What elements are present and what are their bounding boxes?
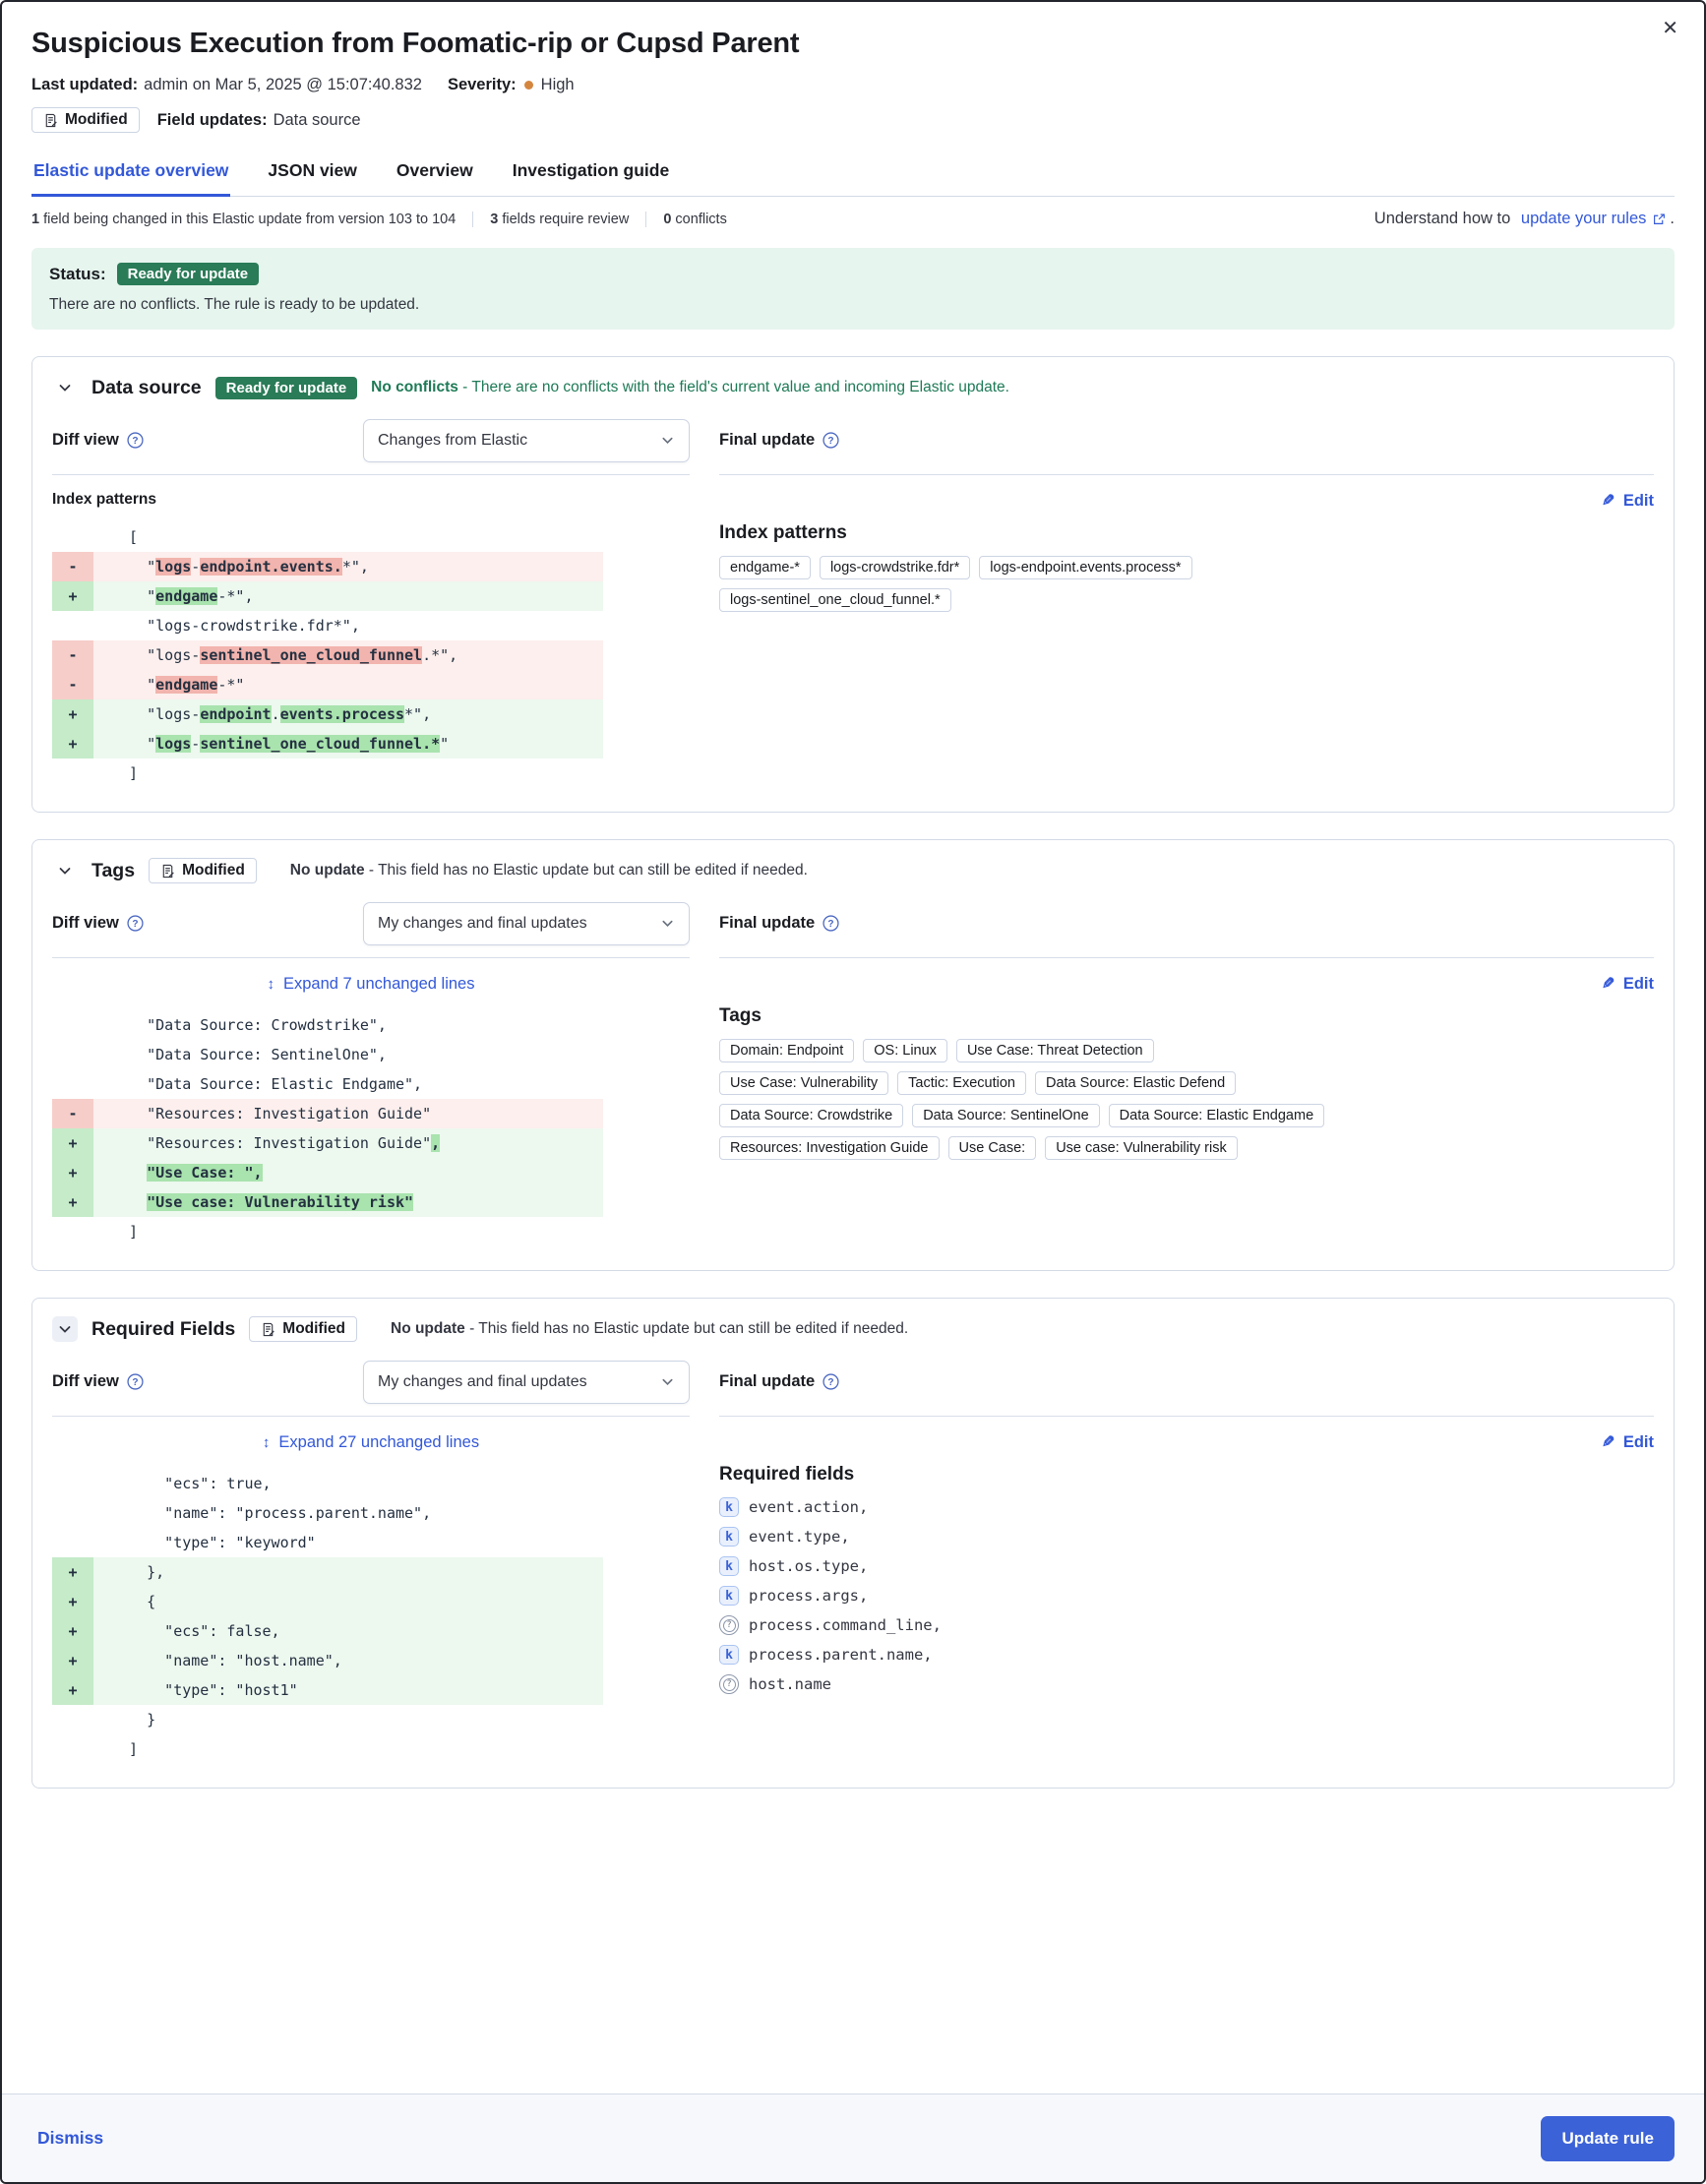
tab-investigation-guide[interactable]: Investigation guide <box>511 152 671 197</box>
svg-text:?: ? <box>132 1376 139 1388</box>
diff-view-label: Diff view ? <box>52 1372 144 1391</box>
diff-view-label: Diff view ? <box>52 431 144 450</box>
pencil-icon: ✎ <box>1602 493 1615 510</box>
section-required-fields <box>31 1298 1675 1789</box>
external-link-icon <box>1653 212 1666 225</box>
expand-unchanged-button[interactable]: ↕ Expand 27 unchanged lines <box>257 1432 485 1453</box>
required-field-name: host.name <box>749 1675 831 1693</box>
required-field-name: event.action, <box>749 1498 869 1516</box>
value-badge: Domain: Endpoint <box>719 1039 854 1062</box>
update-stats <box>31 212 744 227</box>
required-field-item <box>719 1556 1654 1576</box>
chevron-down-icon <box>660 1374 675 1389</box>
document-edit-icon <box>160 864 175 879</box>
diff-line: - "Resources: Investigation Guide" <box>52 1099 603 1128</box>
field-updates-label: Field updates: <box>156 110 268 129</box>
final-update-label: Final update ? <box>719 1372 839 1391</box>
status-label: Status: <box>49 264 106 283</box>
index-patterns-subtitle: Index patterns <box>52 491 156 508</box>
update-stat: 1 field being changed in this Elastic update from version 103 to 104 <box>31 211 457 227</box>
last-updated-value: admin on Mar 5, 2025 @ 15:07:40.832 <box>144 76 422 93</box>
diff-line: + { <box>52 1587 603 1616</box>
required-field-item <box>719 1615 1654 1635</box>
svg-text:?: ? <box>132 918 139 930</box>
keyword-field-icon: k <box>719 1497 739 1517</box>
section-data-source <box>31 356 1675 813</box>
flyout-body <box>2 240 1704 2093</box>
diff-column <box>52 901 690 1246</box>
modified-label: Modified <box>65 111 128 128</box>
diff-line: + "Use Case: ", <box>52 1158 603 1187</box>
unknown-field-icon: ? <box>719 1615 739 1635</box>
modified-badge <box>31 107 140 133</box>
required-field-item <box>719 1586 1654 1606</box>
document-edit-icon <box>261 1322 275 1337</box>
value-badge: Data Source: Crowdstrike <box>719 1104 903 1127</box>
value-badge: Use Case: <box>948 1136 1037 1160</box>
diff-line: "ecs": true, <box>111 1475 272 1492</box>
modified-badge: Modified <box>149 858 257 883</box>
section-title: Tags <box>91 859 136 881</box>
pencil-icon: ✎ <box>1602 976 1615 993</box>
help-text: Understand how to update your rules . <box>1373 210 1675 227</box>
tab-json-view[interactable]: JSON view <box>266 152 358 197</box>
diff-line: + "ecs": false, <box>52 1616 603 1646</box>
diff-column <box>52 418 690 788</box>
section-status: No conflicts - There are no conflicts with the field's current value and incoming Elastic update. <box>371 379 1009 395</box>
required-field-name: process.command_line, <box>749 1616 942 1634</box>
diff-line: - "logs-sentinel_one_cloud_funnel.*", <box>52 640 603 670</box>
diff-block <box>52 1469 603 1764</box>
expand-icon: ↕ <box>262 1434 271 1451</box>
required-field-name: event.type, <box>749 1528 850 1546</box>
value-badge: Data Source: Elastic Endgame <box>1109 1104 1324 1127</box>
diff-line: ] <box>111 1740 139 1758</box>
status-callout <box>31 248 1675 330</box>
tab-elastic-update-overview[interactable]: Elastic update overview <box>31 152 230 197</box>
diff-line: ] <box>111 764 139 782</box>
diff-line: + "name": "host.name", <box>52 1646 603 1675</box>
modified-badge: Modified <box>249 1316 357 1342</box>
tab-bar <box>31 152 1675 197</box>
required-field-item <box>719 1674 1654 1694</box>
required-fields-heading: Required fields <box>719 1464 855 1485</box>
help-icon[interactable] <box>127 432 144 449</box>
help-icon[interactable] <box>823 915 839 932</box>
update-rule-button[interactable]: Update rule <box>1541 2116 1675 2161</box>
update-stat: 0 conflicts <box>645 212 744 227</box>
value-badge: Tactic: Execution <box>897 1071 1026 1095</box>
section-tags <box>31 839 1675 1271</box>
diff-line: "logs-crowdstrike.fdr*", <box>111 617 360 635</box>
required-field-item <box>719 1497 1654 1517</box>
required-fields-list <box>719 1497 1654 1694</box>
last-updated-label: Last updated: <box>31 76 139 93</box>
help-icon[interactable] <box>823 1373 839 1390</box>
section-status: No update - This field has no Elastic update but can still be edited if needed. <box>391 1320 909 1337</box>
keyword-field-icon: k <box>719 1556 739 1576</box>
help-icon[interactable] <box>127 915 144 932</box>
diff-view-select[interactable] <box>363 419 690 462</box>
value-badge: OS: Linux <box>863 1039 947 1062</box>
diff-line: } <box>111 1711 156 1729</box>
ready-for-update-badge: Ready for update <box>215 377 358 399</box>
diff-line: "Data Source: SentinelOne", <box>111 1046 387 1063</box>
keyword-field-icon: k <box>719 1586 739 1606</box>
diff-line: + "Resources: Investigation Guide", <box>52 1128 603 1158</box>
value-badge: logs-endpoint.events.process* <box>979 556 1191 579</box>
section-title: Required Fields <box>91 1317 236 1340</box>
section-title: Data source <box>91 376 202 398</box>
index-pattern-badges <box>719 556 1329 612</box>
ready-for-update-badge: Ready for update <box>117 263 260 285</box>
required-field-name: process.args, <box>749 1587 869 1605</box>
page-title: Suspicious Execution from Foomatic-rip or Cupsd Parent <box>31 28 800 59</box>
unknown-field-icon: ? <box>719 1674 739 1694</box>
diff-block <box>52 1010 603 1246</box>
pencil-icon: ✎ <box>1602 1434 1615 1451</box>
diff-line: ] <box>111 1223 139 1241</box>
final-update-label: Final update ? <box>719 431 839 450</box>
flyout-footer <box>2 2093 1704 2182</box>
diff-line: + "endgame-*", <box>52 581 603 611</box>
section-status: No update - This field has no Elastic update but can still be edited if needed. <box>289 862 808 879</box>
edit-button[interactable]: ✎ Edit <box>1602 1432 1654 1451</box>
value-badge: Data Source: Elastic Defend <box>1035 1071 1236 1095</box>
tag-badges <box>719 1039 1329 1160</box>
diff-line: - "endgame-*" <box>52 670 603 699</box>
index-patterns-heading: Index patterns <box>719 522 847 543</box>
tab-overview[interactable]: Overview <box>395 152 475 197</box>
value-badge: endgame-* <box>719 556 811 579</box>
severity-value: High <box>540 76 575 93</box>
field-updates-value: Data source <box>273 110 361 129</box>
final-update-label: Final update ? <box>719 914 839 933</box>
value-badge: Use Case: Threat Detection <box>956 1039 1154 1062</box>
value-badge: Data Source: SentinelOne <box>912 1104 1099 1127</box>
svg-text:?: ? <box>827 1376 834 1388</box>
keyword-field-icon: k <box>719 1645 739 1665</box>
value-badge: Resources: Investigation Guide <box>719 1136 940 1160</box>
selected-option: My changes and final updates <box>378 914 587 932</box>
diff-line: "name": "process.parent.name", <box>111 1504 432 1522</box>
diff-line: - "logs-endpoint.events.*", <box>52 552 603 581</box>
diff-view-select[interactable] <box>363 1361 690 1404</box>
final-update-column <box>719 418 1654 788</box>
diff-line: + "logs-endpoint.events.process*", <box>52 699 603 729</box>
required-field-item <box>719 1645 1654 1665</box>
status-message: There are no conflicts. The rule is ready to be updated. <box>49 296 420 313</box>
selected-option: Changes from Elastic <box>378 431 528 449</box>
diff-line: + }, <box>52 1557 603 1587</box>
collapse-chevron-icon[interactable] <box>52 375 78 400</box>
collapse-chevron-icon[interactable] <box>52 1316 78 1342</box>
collapse-chevron-icon[interactable] <box>52 858 78 883</box>
expand-icon: ↕ <box>267 976 274 993</box>
diff-view-label: Diff view ? <box>52 914 144 933</box>
diff-line: + "logs-sentinel_one_cloud_funnel.*" <box>52 729 603 758</box>
expand-unchanged-button[interactable]: ↕ Expand 7 unchanged lines <box>262 974 481 995</box>
svg-text:?: ? <box>132 435 139 447</box>
edit-button[interactable]: ✎ Edit <box>1602 974 1654 993</box>
diff-line: + "type": "host1" <box>52 1675 603 1705</box>
diff-line: + "Use case: Vulnerability risk" <box>52 1187 603 1217</box>
help-icon[interactable] <box>127 1373 144 1390</box>
svg-text:?: ? <box>827 918 834 930</box>
value-badge: Use case: Vulnerability risk <box>1045 1136 1238 1160</box>
required-field-name: process.parent.name, <box>749 1646 933 1664</box>
document-edit-icon <box>43 113 58 128</box>
update-stat: 3 fields require review <box>472 212 645 227</box>
final-update-column <box>719 901 1654 1246</box>
selected-option: My changes and final updates <box>378 1372 587 1390</box>
diff-line: [ <box>111 528 139 546</box>
meta-row <box>31 76 1675 94</box>
update-your-rules-link[interactable]: update your rules <box>1520 210 1647 227</box>
final-update-column <box>719 1360 1654 1764</box>
svg-text:?: ? <box>827 435 834 447</box>
diff-line: "Data Source: Elastic Endgame", <box>111 1075 423 1093</box>
severity-label: Severity: <box>447 76 517 93</box>
chevron-down-icon <box>660 916 675 931</box>
value-badge: Use Case: Vulnerability <box>719 1071 888 1095</box>
tags-heading: Tags <box>719 1005 762 1026</box>
badge-row <box>31 107 1675 133</box>
severity-dot-icon <box>524 81 533 90</box>
keyword-field-icon: k <box>719 1527 739 1547</box>
diff-line: "type": "keyword" <box>111 1534 316 1551</box>
required-field-name: host.os.type, <box>749 1557 869 1575</box>
diff-block <box>52 522 603 788</box>
dismiss-button[interactable]: Dismiss <box>31 2127 109 2150</box>
diff-line: "Data Source: Crowdstrike", <box>111 1016 387 1034</box>
diff-view-select[interactable] <box>363 902 690 945</box>
update-info-row <box>31 197 1675 240</box>
value-badge: logs-sentinel_one_cloud_funnel.* <box>719 588 951 612</box>
close-button[interactable] <box>1656 18 1684 39</box>
diff-column <box>52 1360 690 1764</box>
close-icon: ✕ <box>1662 18 1678 39</box>
flyout-header <box>2 2 1704 240</box>
value-badge: logs-crowdstrike.fdr* <box>820 556 970 579</box>
chevron-down-icon <box>660 433 675 448</box>
help-icon[interactable] <box>823 432 839 449</box>
required-field-item <box>719 1527 1654 1547</box>
edit-button[interactable]: ✎ Edit <box>1602 491 1654 510</box>
